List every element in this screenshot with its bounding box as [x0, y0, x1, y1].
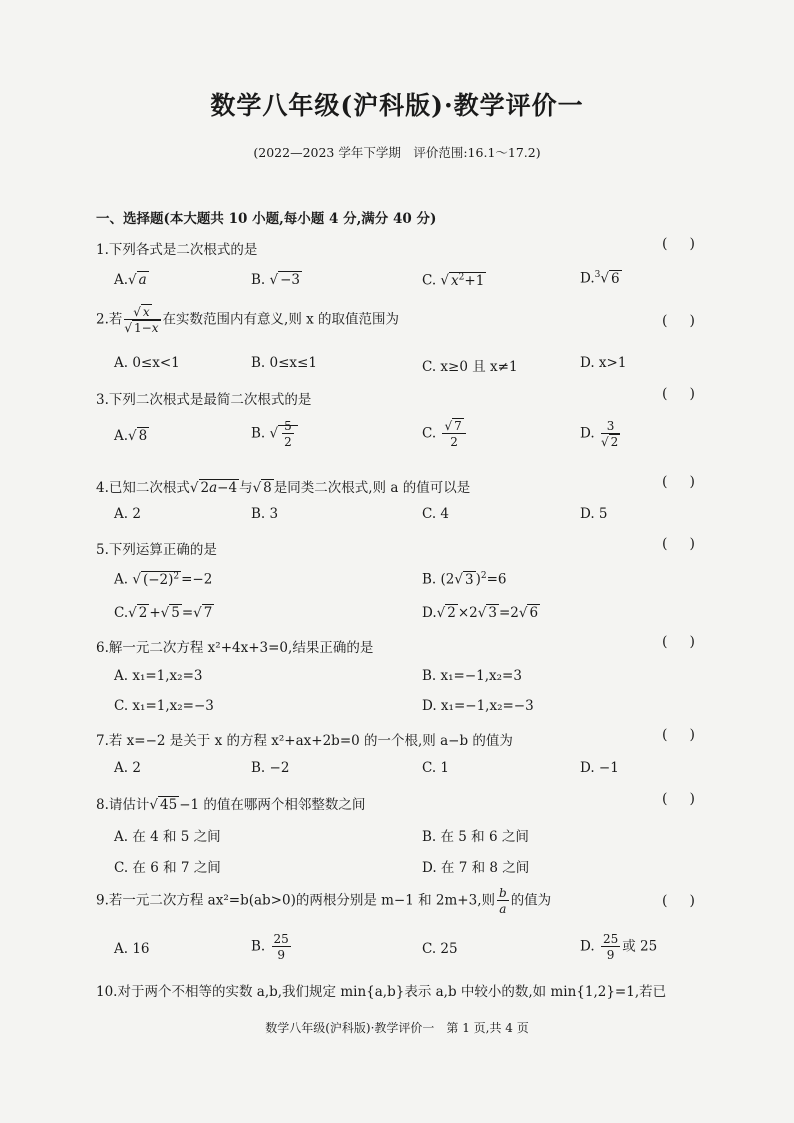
q5-option-d: D.√ 2 ×2√ 3 =2√ 6 [422, 605, 539, 621]
q5-option-c: C.√ 2 +√ 5 =√ 7 [114, 605, 213, 621]
q3-option-d: D. $\frac{3}{√ 2}$ [580, 419, 619, 449]
q6-option-a: A. x₁=1,x₂=3 [114, 668, 203, 684]
page-subtitle: (2022—2023 学年下学期 评价范围:16.1～17.2) [253, 145, 541, 160]
answer-paren: () [662, 536, 717, 552]
question-7: 7.若 x=−2 是关于 x 的方程 x²+ax+2b=0 的一个根,则 a−b 的值为 [96, 733, 513, 749]
answer-paren: () [662, 791, 717, 807]
q1-option-d: D.$^3$√ 6 [580, 270, 620, 287]
q7-option-b: B. −2 [251, 760, 290, 776]
q5-option-a: A. √ $(-2)^2 =-2$ [114, 571, 213, 588]
q8-option-c: C. 在 6 和 7 之间 [114, 860, 221, 876]
answer-paren: () [662, 236, 717, 252]
question-9: 9.若一元二次方程 ax²=b(ab>0)的两根分别是 m−1 和 2m+3,则 $\frac{b}{a}$ 的值为 [96, 886, 552, 916]
page-title: 数学八年级(沪科版)·教学评价一 [210, 91, 584, 120]
question-2: 2.若 $\frac{√ x}{√ 1-x}$ 在实数范围内有意义,则 x 的取值范围为 [96, 305, 400, 335]
question-6: 6.解一元二次方程 x²+4x+3=0,结果正确的是 [96, 640, 374, 656]
q4-option-a: A. 2 [114, 506, 141, 522]
answer-paren: () [662, 893, 717, 909]
q7-option-c: C. 1 [422, 760, 450, 776]
answer-paren: () [662, 634, 717, 650]
question-3: 3.下列二次根式是最简二次根式的是 [96, 392, 312, 408]
q8-option-b: B. 在 5 和 6 之间 [422, 829, 529, 845]
q2-option-a: A. 0≤x<1 [114, 355, 180, 371]
q3-option-b: B. √ $\frac{5}{2}$ [251, 420, 298, 448]
q9-option-a: A. 16 [114, 941, 150, 957]
q2-option-d: D. x>1 [580, 355, 627, 371]
answer-paren: () [662, 386, 717, 402]
q8-option-a: A. 在 4 和 5 之间 [114, 829, 221, 845]
q1-option-a: A.√ a [114, 272, 147, 288]
question-5: 5.下列运算正确的是 [96, 542, 217, 558]
question-1: 1.下列各式是二次根式的是 [96, 242, 258, 258]
q4-option-b: B. 3 [251, 506, 279, 522]
q1-option-b: B. √ −3 [251, 272, 301, 288]
q4-option-d: D. 5 [580, 506, 608, 522]
answer-paren: () [662, 313, 717, 329]
page-footer: 数学八年级(沪科版)·教学评价一 第 1 页,共 4 页 [265, 1021, 529, 1035]
answer-paren: () [662, 727, 717, 743]
q2-fraction: $\frac{√ x}{√ 1-x}$ [124, 305, 159, 335]
answer-paren: () [662, 474, 717, 490]
section-heading: 一、选择题(本大题共 10 小题,每小题 4 分,满分 40 分) [96, 211, 437, 227]
q4-option-c: C. 4 [422, 506, 450, 522]
q2-option-b: B. 0≤x≤1 [251, 355, 317, 371]
question-8: 8.请估计√ 45 −1 的值在哪两个相邻整数之间 [96, 797, 366, 813]
q8-option-d: D. 在 7 和 8 之间 [422, 860, 530, 876]
q9-option-b: B. $\frac{25}{9}$ [251, 932, 289, 962]
q2-option-c: C. x≥0 且 x≠1 [422, 359, 518, 375]
question-4: 4.已知二次根式√ 2a−4 与√ 8 是同类二次根式,则 a 的值可以是 [96, 480, 471, 496]
q6-option-d: D. x₁=−1,x₂=−3 [422, 698, 534, 714]
q3-option-a: A.√ 8 [114, 428, 148, 444]
q9-option-c: C. 25 [422, 941, 458, 957]
q5-option-b: B. (2√ 3 )$^2$=6 [422, 571, 507, 588]
q6-option-b: B. x₁=−1,x₂=3 [422, 668, 522, 684]
q9-option-d: D. $\frac{25}{9}$ 或 25 [580, 932, 658, 962]
q6-option-c: C. x₁=1,x₂=−3 [114, 698, 214, 714]
question-10: 10.对于两个不相等的实数 a,b,我们规定 min{a,b}表示 a,b 中较小的数,如 min{1,2}=1,若已 [96, 984, 667, 1000]
q7-option-a: A. 2 [114, 760, 141, 776]
q1-option-c: C. √ $x^2+1$ [422, 272, 485, 289]
q7-option-d: D. −1 [580, 760, 619, 776]
q3-option-c: C. $\frac{√ 7}{2}$ [422, 420, 468, 448]
